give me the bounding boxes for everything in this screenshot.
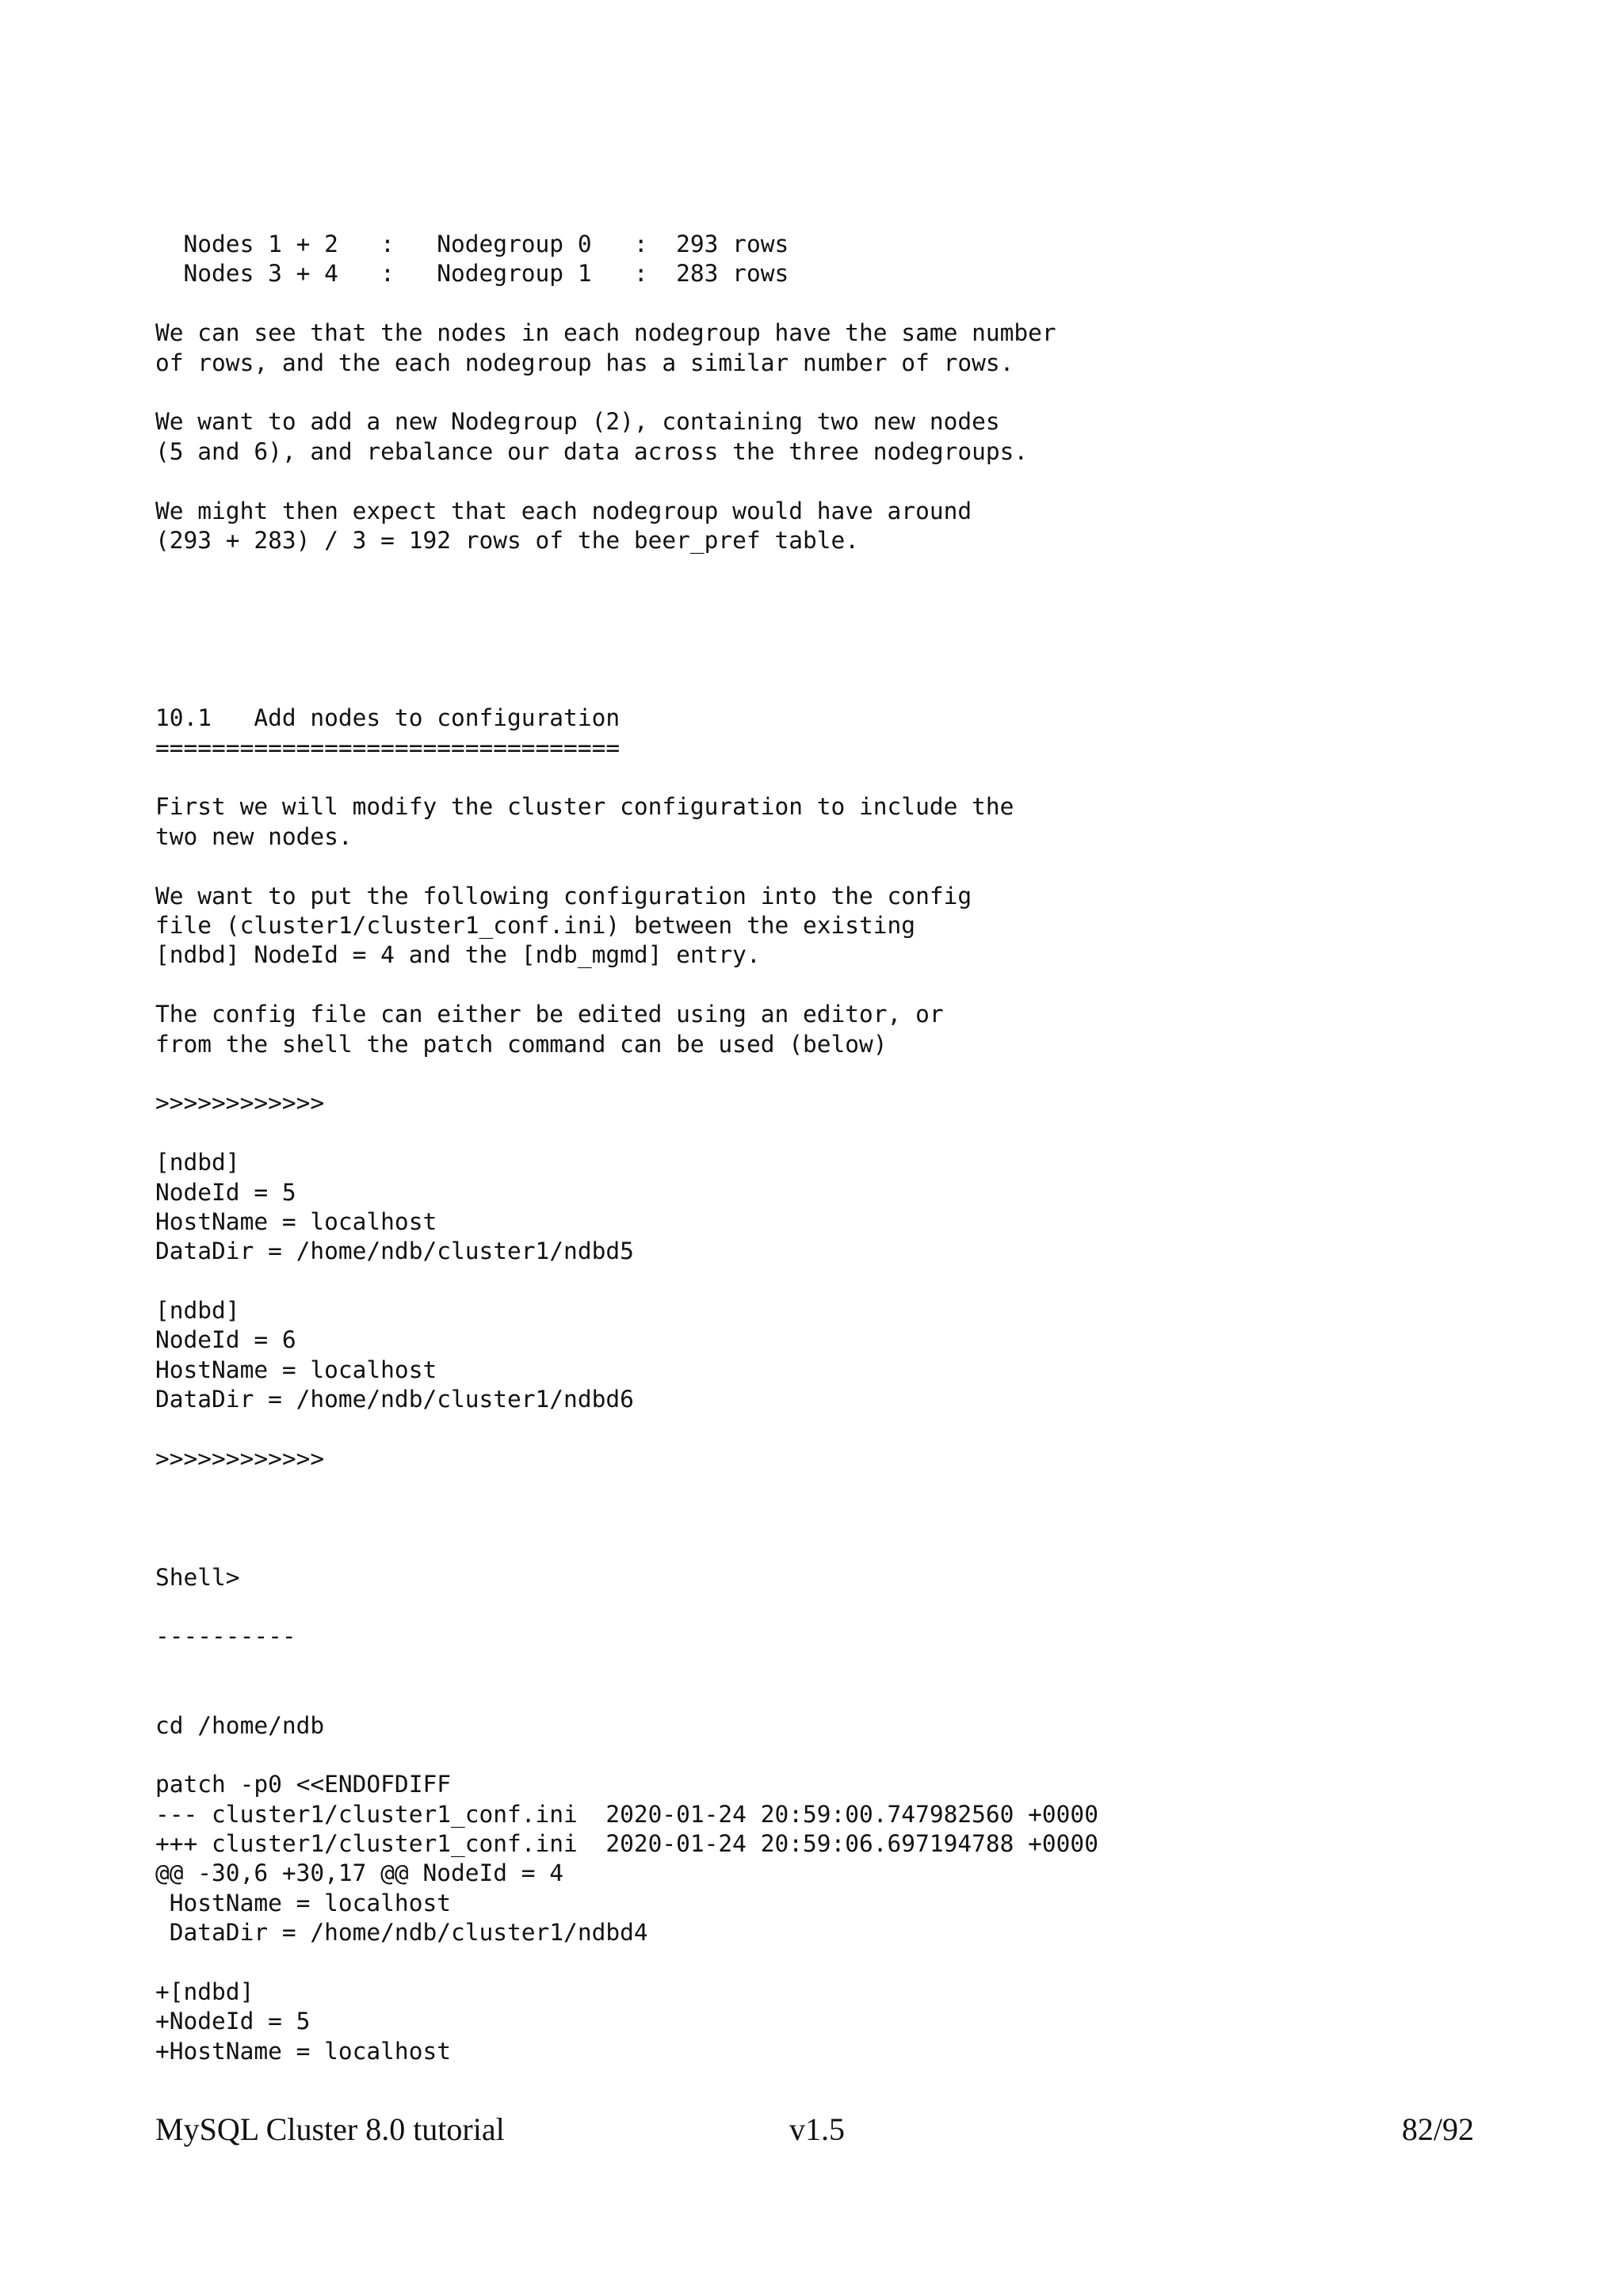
text-line: [ndbd]: [155, 1297, 240, 1325]
text-line: DataDir = /home/ndb/cluster1/ndbd5: [155, 1238, 634, 1265]
text-line: +HostName = localhost: [155, 2037, 451, 2065]
text-line: DataDir = /home/ndb/cluster1/ndbd6: [155, 1386, 634, 1413]
text-line: We want to put the following configuration into the config: [155, 882, 972, 910]
blank-line: [155, 1415, 1518, 1444]
footer-title: MySQL Cluster 8.0 tutorial: [155, 2111, 505, 2147]
text-line: from the shell the patch command can be used (below): [155, 1030, 888, 1058]
blank-line: [155, 1504, 1518, 1533]
text-line: Shell>: [155, 1563, 240, 1591]
text-line: file (cluster1/cluster1_conf.ini) between the existing: [155, 911, 916, 939]
text-line: +++ cluster1/cluster1_conf.ini 2020-01-24 20:59:06.697194788 +0000: [155, 1830, 1098, 1858]
text-line: We can see that the nodes in each nodegroup have the same number: [155, 319, 1056, 347]
blank-line: [155, 1948, 1518, 1978]
blank-line: [155, 378, 1518, 407]
text-line: Nodes 1 + 2 : Nodegroup 0 : 293 rows: [155, 231, 789, 257]
text-line: (293 + 283) / 3 = 192 rows of the beer_pref table.: [155, 526, 860, 554]
blank-line: [155, 1652, 1518, 1681]
text-line: ----------: [155, 1623, 296, 1650]
text-line: [ndbd] NodeId = 4 and the [ndb_mgmd] entry.: [155, 941, 761, 969]
blank-line: [155, 1267, 1518, 1296]
blank-line: [155, 1681, 1518, 1711]
text-line: The config file can either be edited using an editor, or: [155, 1001, 944, 1028]
blank-line: [155, 585, 1518, 615]
blank-line: [155, 555, 1518, 585]
text-line: HostName = localhost: [155, 1356, 437, 1383]
blank-line: [155, 1741, 1518, 1770]
text-line: HostName = localhost: [155, 1889, 451, 1917]
text-line: DataDir = /home/ndb/cluster1/ndbd4: [155, 1919, 648, 1947]
text-line: HostName = localhost: [155, 1207, 437, 1235]
blank-line: [155, 1119, 1518, 1148]
text-line: --- cluster1/cluster1_conf.ini 2020-01-24 20:59:00.747982560 +0000: [155, 1800, 1098, 1828]
blank-line: [155, 467, 1518, 496]
text-line: [ndbd]: [155, 1149, 240, 1177]
text-line: NodeId = 5: [155, 1178, 296, 1206]
text-line: patch -p0 <<ENDOFDIFF: [155, 1771, 451, 1798]
blank-line: [155, 1533, 1518, 1562]
page-footer: [155, 2111, 1474, 2158]
text-line: 10.1 Add nodes to configuration: [155, 704, 621, 732]
text-line: First we will modify the cluster configuration to include the: [155, 793, 1014, 821]
blank-line: [155, 289, 1518, 318]
text-line: >>>>>>>>>>>>: [155, 1445, 325, 1473]
footer-version: v1.5: [789, 2111, 845, 2147]
text-line: +NodeId = 5: [155, 2008, 311, 2035]
document-body: [155, 230, 1518, 2066]
text-line: of rows, and the each nodegroup has a similar number of rows.: [155, 349, 1014, 376]
blank-line: [155, 644, 1518, 673]
blank-line: [155, 1059, 1518, 1089]
blank-line: [155, 674, 1518, 704]
text-line: >>>>>>>>>>>>: [155, 1089, 325, 1117]
text-line: +[ndbd]: [155, 1978, 254, 2006]
text-line: cd /home/ndb: [155, 1711, 325, 1739]
text-line: Nodes 3 + 4 : Nodegroup 1 : 283 rows: [155, 260, 789, 288]
text-line: @@ -30,6 +30,17 @@ NodeId = 4: [155, 1859, 564, 1887]
text-line: two new nodes.: [155, 822, 353, 850]
text-line: We want to add a new Nodegroup (2), containing two new nodes: [155, 408, 1000, 436]
text-line: (5 and 6), and rebalance our data across the three nodegroups.: [155, 437, 1029, 465]
blank-line: [155, 615, 1518, 644]
text-line: NodeId = 6: [155, 1326, 296, 1354]
blank-line: [155, 852, 1518, 881]
blank-line: [155, 971, 1518, 1000]
text-line: =================================: [155, 734, 621, 761]
blank-line: [155, 1592, 1518, 1622]
text-line: We might then expect that each nodegroup would have around: [155, 497, 972, 524]
blank-line: [155, 1474, 1518, 1503]
footer-page-number: 82/92: [1401, 2111, 1474, 2147]
blank-line: [155, 763, 1518, 792]
